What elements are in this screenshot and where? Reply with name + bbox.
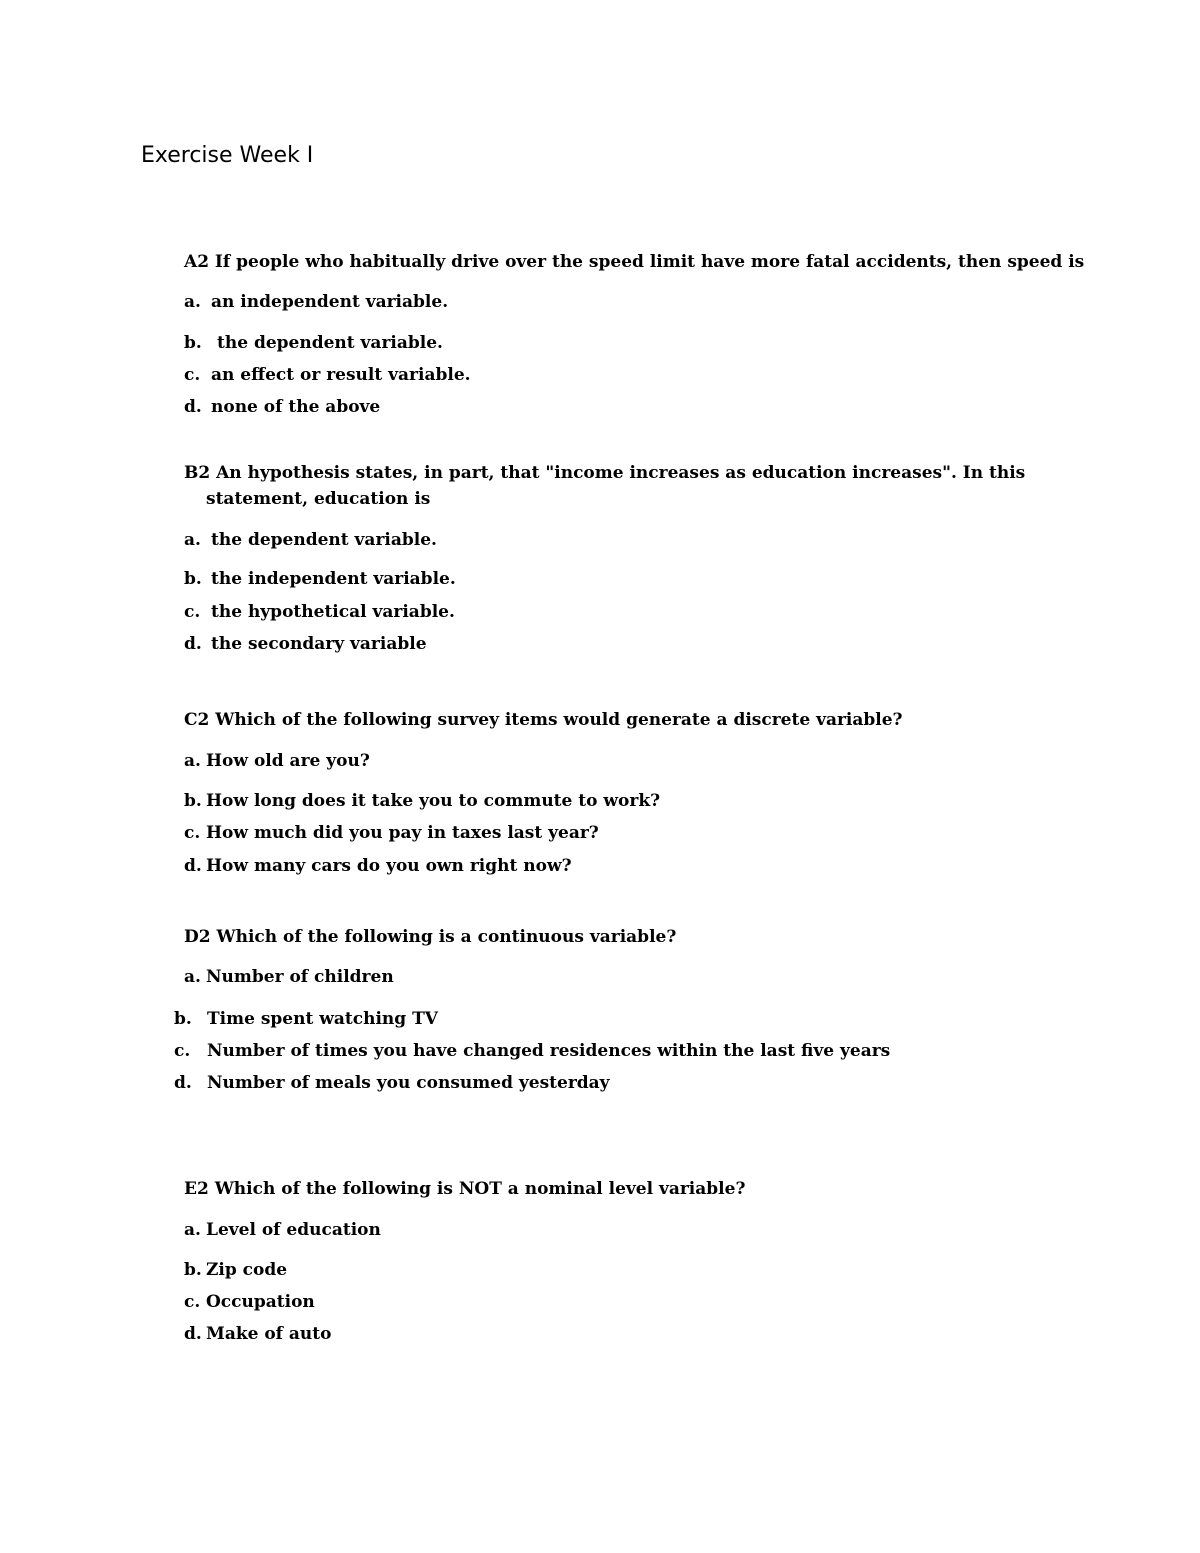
- question-d2-option-d: [174, 1072, 610, 1094]
- option-letter: d.: [184, 634, 202, 654]
- option-text: the independent variable.: [211, 569, 456, 589]
- option-letter: a.: [184, 292, 201, 312]
- option-text: the secondary variable: [211, 634, 427, 654]
- option-text: Make of auto: [206, 1324, 332, 1344]
- question-d2-option-a: [184, 966, 394, 988]
- question-a2-text: A2 If people who habitually drive over the speed limit have more fatal accidents, then speed is: [184, 252, 1085, 272]
- option-text: the hypothetical variable.: [211, 602, 455, 622]
- option-letter: a.: [184, 751, 201, 771]
- option-text: How old are you?: [206, 751, 370, 771]
- question-e2-option-a: [184, 1219, 381, 1241]
- option-text: an independent variable.: [211, 292, 449, 312]
- question-b2-option-a: [184, 529, 437, 551]
- option-letter: b.: [184, 569, 202, 589]
- question-b2-option-c: [184, 601, 455, 623]
- option-letter: b.: [184, 333, 202, 353]
- option-letter: c.: [174, 1041, 191, 1061]
- question-a2-option-c: [184, 364, 471, 386]
- option-text: How much did you pay in taxes last year?: [206, 823, 599, 843]
- option-text: How long does it take you to commute to work?: [206, 791, 661, 811]
- option-letter: a.: [184, 530, 201, 550]
- option-text: Zip code: [206, 1260, 288, 1280]
- option-text: Number of times you have changed residences within the last five years: [207, 1041, 891, 1061]
- option-text: Number of meals you consumed yesterday: [207, 1073, 610, 1093]
- option-letter: c.: [184, 602, 201, 622]
- question-c2-option-c: [184, 822, 599, 844]
- question-c2-option-d: [184, 855, 572, 877]
- option-letter: d.: [184, 1324, 202, 1344]
- option-letter: a.: [184, 967, 201, 987]
- option-text: Number of children: [206, 967, 394, 987]
- option-text: Level of education: [206, 1220, 381, 1240]
- option-letter: b.: [184, 791, 202, 811]
- option-letter: b.: [184, 1260, 202, 1280]
- option-letter: a.: [184, 1220, 201, 1240]
- question-a2-option-b: [184, 332, 443, 354]
- question-c2-option-b: [184, 790, 660, 812]
- option-text: Occupation: [206, 1292, 315, 1312]
- question-c2-option-a: [184, 750, 370, 772]
- question-d2-option-c: [174, 1040, 890, 1062]
- option-text: How many cars do you own right now?: [206, 856, 572, 876]
- option-letter: d.: [174, 1073, 192, 1093]
- option-letter: c.: [184, 823, 201, 843]
- question-d2-option-b: [174, 1008, 438, 1030]
- question-b2-option-d: [184, 633, 427, 655]
- question-a2-option-d: [184, 396, 380, 418]
- question-d2-text: D2 Which of the following is a continuous variable?: [184, 927, 677, 947]
- option-letter: c.: [184, 365, 201, 385]
- option-letter: b.: [174, 1009, 192, 1029]
- option-text: an effect or result variable.: [211, 365, 471, 385]
- option-text: Time spent watching TV: [207, 1009, 438, 1029]
- option-text: the dependent variable.: [217, 333, 443, 353]
- question-a2-option-a: [184, 291, 448, 313]
- question-e2-option-c: [184, 1291, 315, 1313]
- option-letter: c.: [184, 1292, 201, 1312]
- question-b2-text: B2 An hypothesis states, in part, that "income increases as education increases". In this: [184, 463, 1026, 483]
- option-text: the dependent variable.: [211, 530, 437, 550]
- question-c2-text: C2 Which of the following survey items would generate a discrete variable?: [184, 710, 903, 730]
- option-letter: d.: [184, 397, 202, 417]
- question-b2-text-continued: statement, education is: [206, 489, 431, 509]
- question-e2-option-d: [184, 1323, 331, 1345]
- option-letter: d.: [184, 856, 202, 876]
- question-e2-text: E2 Which of the following is NOT a nominal level variable?: [184, 1179, 746, 1199]
- question-e2-option-b: [184, 1259, 287, 1281]
- option-text: none of the above: [211, 397, 381, 417]
- page-title: Exercise Week I: [141, 143, 314, 168]
- question-b2-option-b: [184, 568, 456, 590]
